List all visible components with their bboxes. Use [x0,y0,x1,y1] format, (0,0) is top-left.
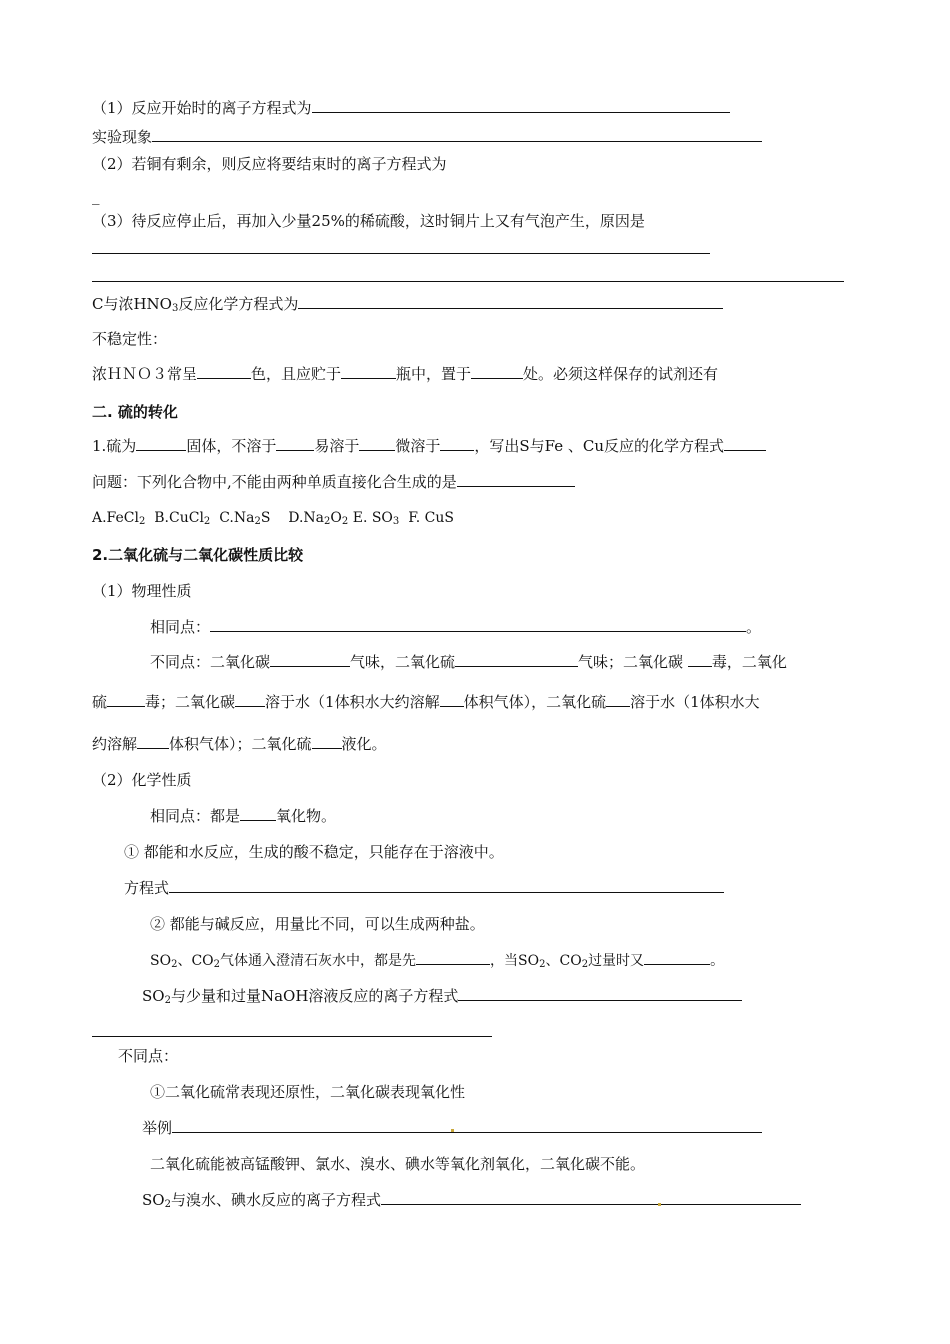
diff-line-1 [150,652,787,672]
text: 气味，二氧化硫 [350,653,456,671]
answer-blank[interactable] [381,1190,801,1205]
answer-blank[interactable] [471,364,523,379]
subscript: 2 [171,959,178,970]
subscript: 2 [539,959,546,970]
text: 溶于水（1体积水大约溶解 [265,693,440,711]
answer-blank[interactable] [606,692,630,707]
option-f: F. CuS [408,510,454,526]
option-d: D.Na [288,510,325,526]
answer-blank[interactable] [312,98,730,113]
period: 。 [746,618,762,636]
oxidized-line: 二氧化硫能被高锰酸钾、氯水、溴水、碘水等氧化剂氧化，二氧化碳不能。 [150,1155,646,1173]
answer-blank[interactable] [359,436,395,451]
answer-blank[interactable] [107,692,145,707]
question-2-line [92,154,447,174]
equation-label: 方程式 [124,879,170,897]
option-c-tail: S [260,510,271,526]
option-b: B.CuCl [154,510,204,526]
subscript: 2 [324,516,331,527]
chemical-heading: （2）化学性质 [92,771,192,789]
text: 气味；二氧化碳 [578,653,684,671]
answer-rule[interactable] [92,281,844,282]
diff-point-label: 不同点： [118,1047,179,1065]
stray-dot [658,1203,661,1206]
question-2-text: （2）若铜有剩余，则反应将要结束时的离子方程式为 [92,155,447,173]
question-1-line [92,98,730,118]
subscript: 2 [254,516,261,527]
phenomenon-line [92,127,762,147]
option-a: A.FeCl [92,510,139,526]
text: 易溶于 [314,437,360,455]
sulfur-line [92,436,766,456]
question-3-text: （3）待反应停止后，再加入少量25%的稀硫酸，这时铜片上又有气泡产生，原因是 [92,212,645,230]
answer-rule[interactable] [92,1036,492,1037]
property-2: ② 都能与碱反应，用量比不同，可以生成两种盐。 [150,915,485,933]
subscript: 2 [341,516,349,527]
subscript: 3 [171,303,179,314]
subscript: 2 [138,516,146,527]
stray-dot [451,1129,454,1132]
answer-blank[interactable] [136,436,186,451]
instability-label: 不稳定性： [92,330,168,348]
question-text: 问题：下列化合物中,不能由两种单质直接化合生成的是 [92,473,457,491]
answer-blank[interactable] [312,734,342,749]
text: 相同点：都是 [150,807,241,825]
difference-1: ①二氧化硫常表现还原性，二氧化碳表现氧化性 [150,1083,466,1101]
text: 液化。 [341,735,387,753]
options-line [92,508,454,528]
text: 瓶中，置于 [396,365,472,383]
text: SO [142,1191,165,1209]
c-hno3-text: C与浓HNO [92,295,172,313]
text: 微溶于 [395,437,441,455]
answer-blank[interactable] [440,436,474,451]
subscript: 3 [392,516,400,527]
answer-blank[interactable] [270,652,350,667]
answer-blank[interactable] [724,436,766,451]
answer-blank[interactable] [137,734,169,749]
answer-blank[interactable] [688,652,712,667]
text: 硫 [92,693,108,711]
option-c: C.Na [219,510,255,526]
question-1-text: （1）反应开始时的离子方程式为 [92,99,312,117]
text: 过量时又 [588,953,645,969]
c-hno3-text-2: 反应化学方程式为 [178,295,299,313]
physical-heading: （1）物理性质 [92,582,192,600]
same-point-label: 相同点： [150,618,211,636]
answer-blank[interactable] [298,294,723,309]
phenomenon-label: 实验现象 [92,128,153,146]
subscript: 2 [203,516,211,527]
text: 1.硫为 [92,437,137,455]
answer-blank[interactable] [341,364,396,379]
text: 体积气体）；二氧化硫 [169,735,312,753]
limewater-line [150,950,724,971]
text: 约溶解 [92,735,138,753]
text: 不同点：二氧化碳 [150,653,271,671]
text: 与溴水、碘水反应的离子方程式 [170,1191,381,1209]
diff-line-2 [92,692,760,712]
answer-blank[interactable] [172,1118,762,1133]
answer-blank[interactable] [152,127,762,142]
answer-blank[interactable] [210,617,746,632]
subsection-heading: 2.二氧化硫与二氧化碳性质比较 [92,546,304,564]
question-line [92,472,575,492]
text: ，写出S与Fe 、Cu反应的化学方程式 [474,437,725,455]
text: 溶于水（1体积水大 [630,693,760,711]
answer-blank[interactable] [197,364,251,379]
answer-blank[interactable] [440,692,464,707]
answer-blank[interactable] [276,436,314,451]
answer-blank[interactable] [416,950,490,965]
text: 、CO [545,953,582,969]
bromine-line [142,1190,801,1210]
option-d-mid: O [330,510,342,526]
answer-blank[interactable] [455,652,578,667]
text: 毒；二氧化碳 [145,693,236,711]
answer-blank[interactable] [458,986,742,1001]
text: ，当SO [490,953,540,969]
naoh-line [142,986,742,1006]
answer-blank[interactable] [235,692,265,707]
text: 。 [710,953,725,969]
example-label: 举例 [142,1119,173,1137]
subscript: 2 [213,959,221,970]
text: SO [142,987,165,1005]
option-e: E. SO [352,510,393,526]
subscript: 2 [581,959,589,970]
text: 色，且应贮于 [251,365,342,383]
text: 处。必须这样保存的试剂还有 [523,365,719,383]
same-point-line [150,617,761,637]
section-heading: 二. 硫的转化 [92,403,178,421]
subscript: 2 [164,995,171,1006]
text: 气体通入澄清石灰水中，都是先 [220,953,417,969]
text: 毒，二氧化 [711,653,787,671]
property-1: ① 都能和水反应，生成的酸不稳定，只能存在于溶液中。 [124,843,504,861]
text: 、CO [177,953,214,969]
equation-line [124,878,724,898]
text: 氧化物。 [276,807,337,825]
text: 浓ＨＮＯ３常呈 [92,365,198,383]
text: SO [150,953,172,969]
answer-blank[interactable] [457,472,575,487]
question-2-underscore: _ [92,187,100,205]
example-line [142,1118,762,1138]
text: 固体，不溶于 [186,437,277,455]
answer-blank[interactable] [644,950,710,965]
question-3-line [92,211,645,231]
text: 体积气体），二氧化硫 [463,693,607,711]
subscript: 2 [164,1199,171,1210]
answer-rule[interactable] [92,253,710,254]
c-hno3-line [92,294,723,314]
answer-blank[interactable] [169,878,724,893]
same-oxide-line [150,806,336,826]
text: 与少量和过量NaOH溶液反应的离子方程式 [170,987,459,1005]
hno3-storage-line [92,364,718,384]
diff-line-3 [92,734,387,754]
answer-blank[interactable] [240,806,276,821]
